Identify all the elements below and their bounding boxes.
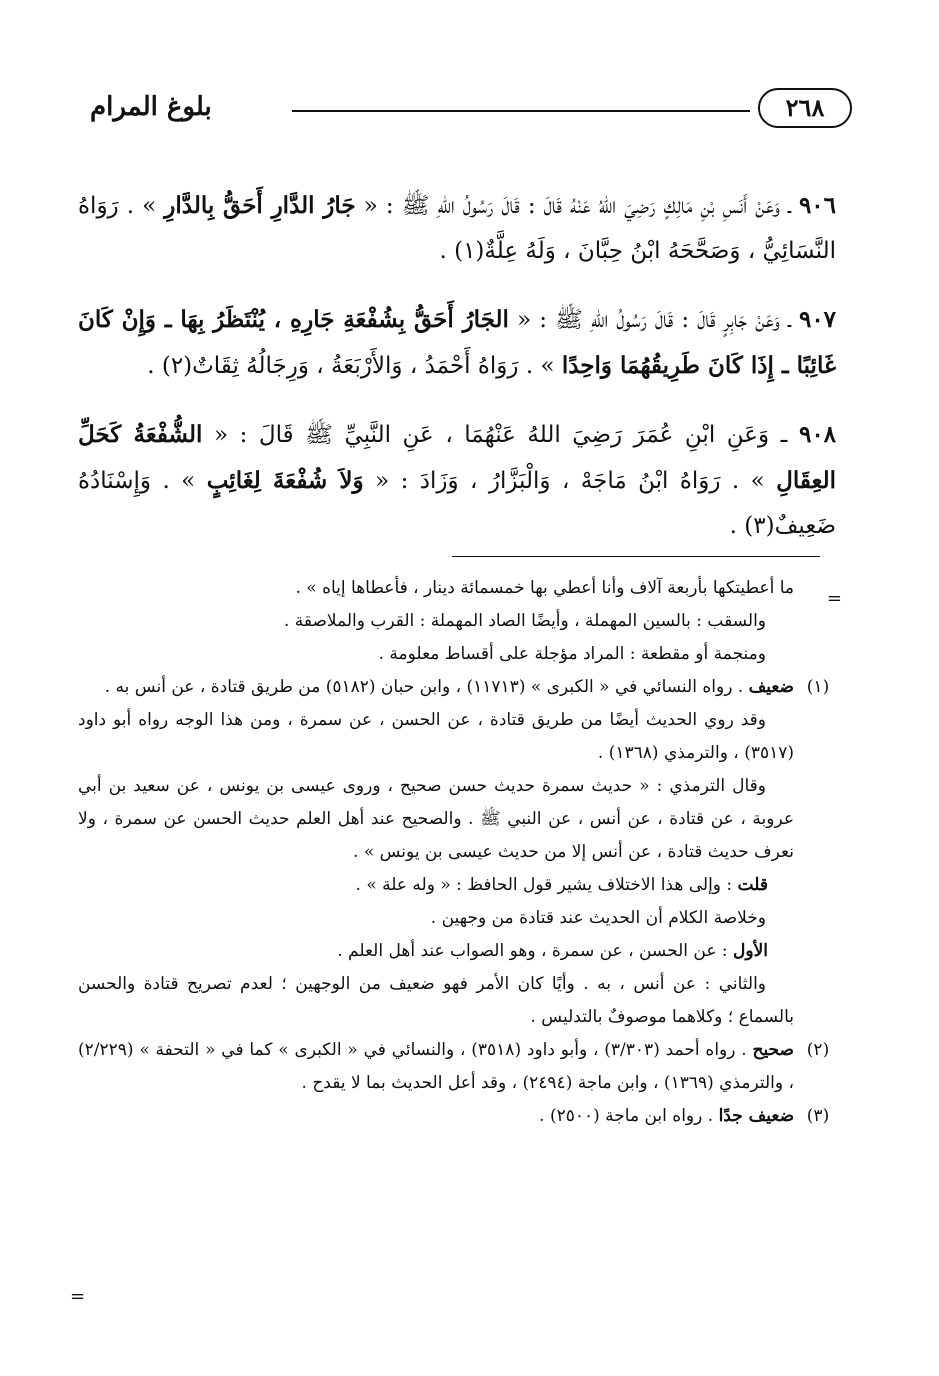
footnote-paragraph bbox=[78, 869, 838, 902]
paragraph-text: : عن أنس ، به . وأيًا كان الأمر فهو ضعيف من الوجهين ؛ لعدم تصريح قتادة والحسن بالسماع ؛ وكلاهما موصوفٌ بالتدليس . bbox=[78, 974, 794, 1027]
footnote-grade: صحيح bbox=[752, 1040, 794, 1060]
paragraph-label: والثاني bbox=[718, 974, 767, 994]
carryover-line: ومنجمة أو مقطعة : المراد مؤجلة على أقساط معلومة . bbox=[378, 644, 766, 664]
footnote-text: . رواه ابن ماجة (٢٥٠٠) . bbox=[539, 1106, 714, 1126]
footnotes bbox=[78, 572, 842, 1133]
end-marker: = bbox=[70, 1286, 86, 1307]
page-number: ٢٦٨ bbox=[758, 88, 852, 128]
footnote-2 bbox=[78, 1034, 838, 1100]
footnote-paragraph bbox=[78, 935, 838, 968]
hadith-outro: » . رَوَاهُ النَّسَائِيُّ ، وَصَحَّحَهُ ابْنُ حِبَّانَ ، وَلَهُ عِلَّةٌ(١) . bbox=[78, 193, 836, 264]
carryover-line: ما أعطيتكها بأربعة آلاف وأنا أعطي بها خمسمائة دينار ، فأعطاها إياه » . bbox=[295, 578, 794, 598]
paragraph-label: قلت bbox=[737, 875, 768, 895]
footnote-paragraph bbox=[78, 968, 838, 1034]
header-rule bbox=[292, 110, 750, 112]
hadith-906 bbox=[78, 183, 836, 274]
hadith-matn: الجَارُ أَحَقُّ بِشُفْعَةِ جَارِهِ ، يُنْتَظَرُ بِهَا ـ وَإِنْ كَانَ غَائِبًا ـ إِذَا كَانَ طَرِيقُهُمَا وَاحِدًا bbox=[78, 306, 836, 379]
footnote-paragraph: وقال الترمذي : « حديث سمرة حديث حسن صحيح ، وروى عيسى بن يونس ، عن سعيد بن أبي عروبة ، عن قتادة ، عن أنس ، عن النبي ﷺ . والصحيح عند أهل العلم حديث الحسن عن سمرة ، ولا نعرف حديث قتادة ، عن أنس إلا من حديث عيسى بن يونس » . bbox=[78, 776, 794, 862]
page-header bbox=[84, 88, 856, 132]
hadith-matn-addition: وَلاَ شُفْعَةَ لِغَائِبٍ bbox=[206, 467, 364, 494]
footnote-grade: ضعيف جدًا bbox=[718, 1106, 794, 1126]
footnote-text: . رواه أحمد (٣/٣٠٣) ، وأبو داود (٣٥١٨) ، والنسائي في « الكبرى » كما في « التحفة » (٢/٢٢٩) ، والترمذي (١٣٦٩) ، وابن ماجة (٢٤٩٤) ، وقد أعل الحديث بما لا يقدح . bbox=[78, 1040, 794, 1093]
footnote-paragraph: وقد روي الحديث أيضًا من طريق قتادة ، عن الحسن ، عن سمرة ، ومن هذا الوجه رواه أبو داود (٣٥١٧) ، والترمذي (١٣٦٨) . bbox=[78, 710, 794, 763]
hadith-number: ٩٠٨ bbox=[798, 421, 837, 448]
footnote-1 bbox=[78, 671, 838, 704]
hadith-matn: الشُّفْعَةُ كَحَلِّ العِقَالِ bbox=[78, 421, 837, 494]
hadith-908 bbox=[78, 412, 836, 549]
footnote-number: (١) bbox=[806, 677, 830, 697]
footnote-paragraph: وخلاصة الكلام أن الحديث عند قتادة من وجهين . bbox=[430, 908, 766, 928]
paragraph-text: : عن الحسن ، عن سمرة ، وهو الصواب عند أهل العلم . bbox=[337, 941, 728, 961]
running-title: بلوغ المرام bbox=[90, 92, 212, 122]
footnote-grade: ضعيف bbox=[748, 677, 794, 697]
paragraph-label: الأول bbox=[733, 941, 768, 961]
hadith-matn: جَارُ الدَّارِ أَحَقُّ بِالدَّارِ bbox=[164, 192, 356, 219]
footnote-3 bbox=[78, 1100, 838, 1133]
hadith-outro: » . رَوَاهُ ابْنُ مَاجَهْ ، وَالْبَزَّارُ ، وَزَادَ : « bbox=[375, 468, 765, 494]
continuation-marker: = bbox=[826, 588, 842, 609]
footnote-number: (٢) bbox=[806, 1040, 830, 1060]
hadith-intro: ـ وَعَنِ ابْنِ عُمَرَ رَضِيَ اللهُ عَنْهُمَا ، عَنِ النَّبِيِّ ﷺ قَالَ : « bbox=[214, 422, 788, 448]
paragraph-text: : وإلى هذا الاختلاف يشير قول الحافظ : « وله علة » . bbox=[355, 875, 733, 895]
hadith-intro: ـ وَعَنْ جَابِرٍ قَالَ : قَالَ رَسُولُ اللهِ ﷺ : « bbox=[517, 307, 791, 333]
footnote-number: (٣) bbox=[806, 1106, 830, 1126]
hadith-outro-2: » . وَإِسْنَادُهُ ضَعِيفٌ(٣) . bbox=[78, 468, 836, 539]
hadith-outro: » . رَوَاهُ أَحْمَدُ ، وَالأَرْبَعَةُ ، وَرِجَالُهُ ثِقَاتٌ(٢) . bbox=[147, 353, 555, 379]
footnote-separator bbox=[452, 556, 820, 557]
hadith-number: ٩٠٦ bbox=[798, 192, 837, 219]
carryover-line: والسقب : بالسين المهملة ، وأيضًا الصاد المهملة : القرب والملاصقة . bbox=[283, 611, 766, 631]
hadith-number: ٩٠٧ bbox=[798, 306, 837, 333]
footnote-text: . رواه النسائي في « الكبرى » (١١٧١٣) ، وابن حبان (٥١٨٢) من طريق قتادة ، عن أنس به . bbox=[104, 677, 744, 697]
hadith-intro: ـ وَعَنْ أَنَسِ بْنِ مَالِكٍ رَضِيَ اللهُ عَنْهُ قَالَ : قَالَ رَسُولُ اللهِ ﷺ : « bbox=[363, 193, 791, 219]
hadith-907 bbox=[78, 297, 836, 389]
hadith-section bbox=[78, 160, 836, 563]
